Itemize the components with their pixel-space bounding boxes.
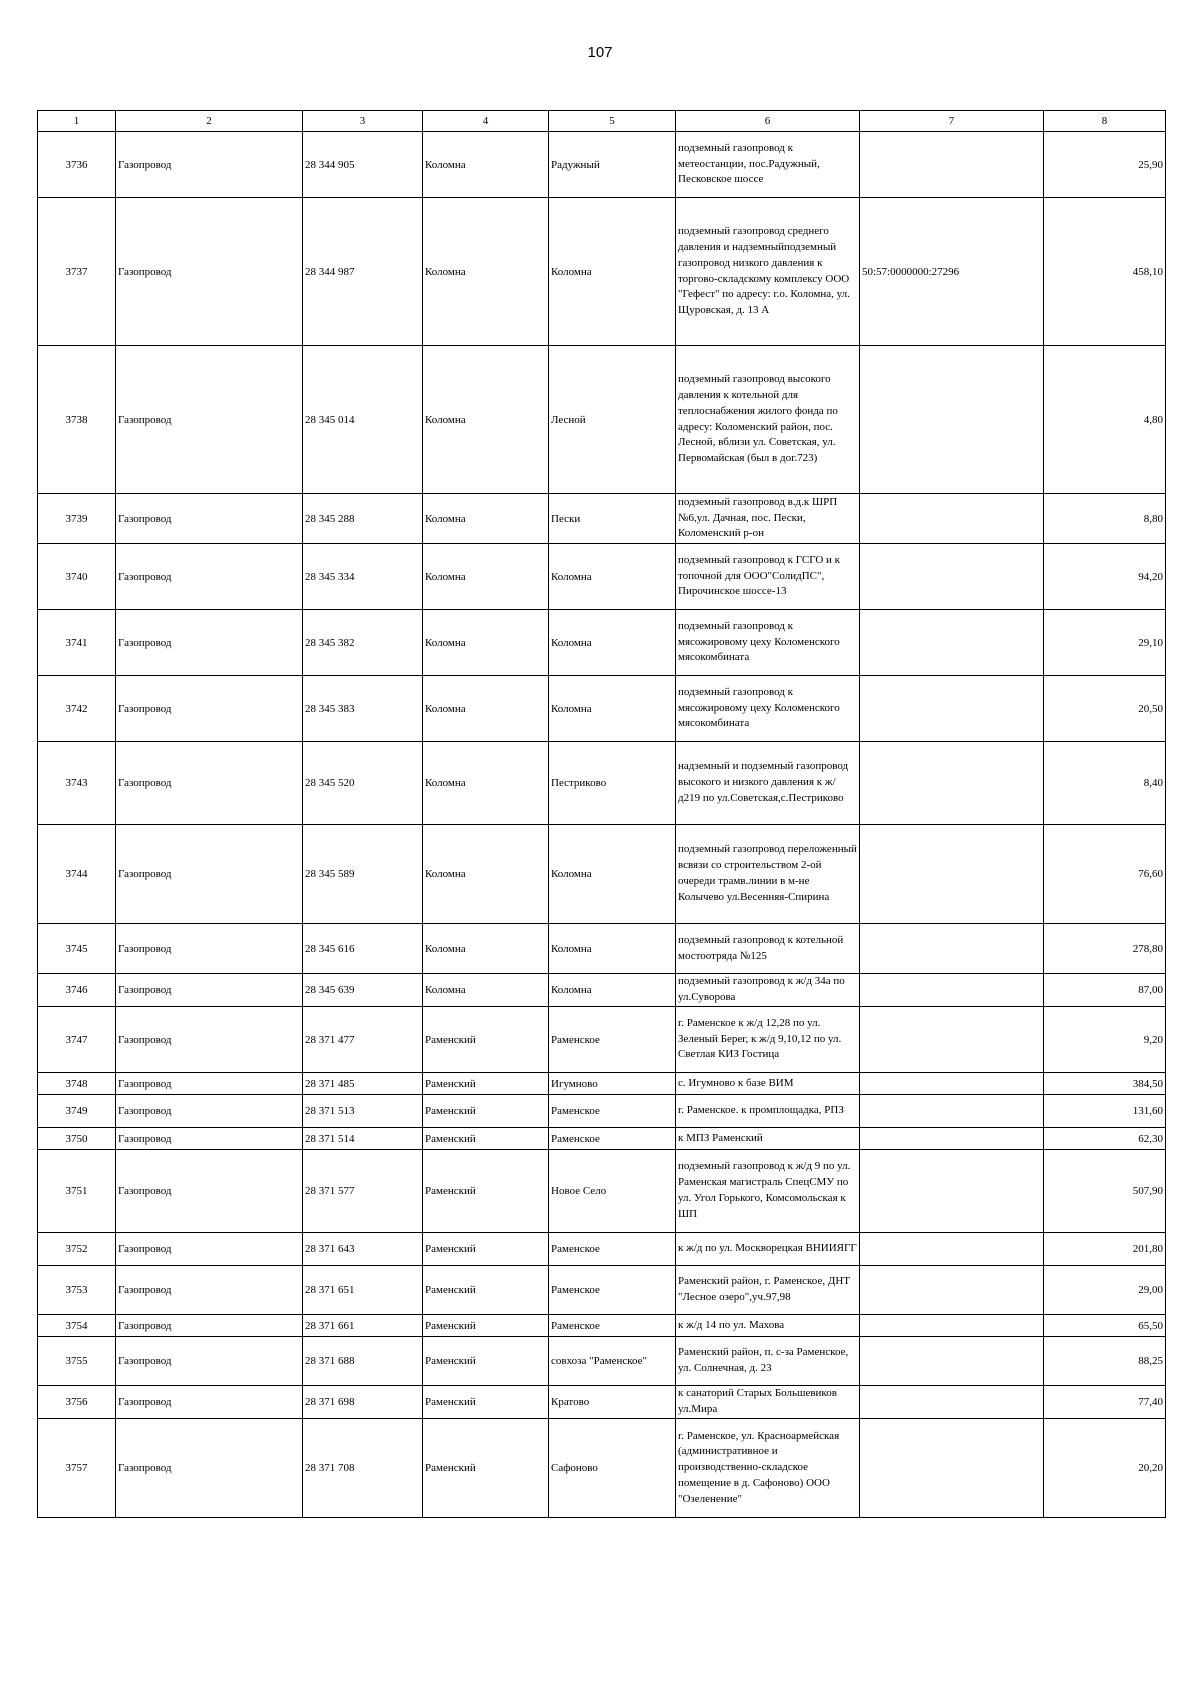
cell-length: 29,10 bbox=[1044, 610, 1166, 676]
cell-locality: Коломна bbox=[549, 676, 676, 742]
cell-object-code: 28 344 905 bbox=[303, 132, 423, 198]
cell-cadastral-number bbox=[860, 1419, 1044, 1518]
cell-locality: Коломна bbox=[549, 198, 676, 346]
cell-cadastral-number bbox=[860, 1337, 1044, 1386]
table-row bbox=[38, 198, 1166, 346]
table-row bbox=[38, 1128, 1166, 1150]
cell-object-type: Газопровод bbox=[116, 742, 303, 825]
table-row bbox=[38, 1007, 1166, 1073]
table-row bbox=[38, 1266, 1166, 1315]
cell-district: Раменский bbox=[423, 1315, 549, 1337]
cell-length: 8,40 bbox=[1044, 742, 1166, 825]
cell-description: г. Раменское, ул. Красноармейская (административное и производственно-складское помещение в д. Сафоново) ООО "Озеленение" bbox=[676, 1419, 860, 1518]
cell-object-code: 28 345 334 bbox=[303, 544, 423, 610]
table-row bbox=[38, 1150, 1166, 1233]
cell-district: Раменский bbox=[423, 1233, 549, 1266]
cell-row-number: 3755 bbox=[38, 1337, 116, 1386]
table-row bbox=[38, 132, 1166, 198]
cell-locality: Кратово bbox=[549, 1386, 676, 1419]
column-header: 6 bbox=[676, 111, 860, 132]
cell-district: Коломна bbox=[423, 742, 549, 825]
cell-locality: Коломна bbox=[549, 924, 676, 974]
cell-object-code: 28 371 661 bbox=[303, 1315, 423, 1337]
cell-object-code: 28 344 987 bbox=[303, 198, 423, 346]
cell-row-number: 3742 bbox=[38, 676, 116, 742]
cell-description: подземный газопровод в.д.к ШРП №6,ул. Дачная, пос. Пески, Коломенский р-он bbox=[676, 494, 860, 544]
cell-district: Раменский bbox=[423, 1419, 549, 1518]
table-row bbox=[38, 742, 1166, 825]
registry-table bbox=[37, 110, 1166, 1518]
cell-length: 278,80 bbox=[1044, 924, 1166, 974]
table-row bbox=[38, 494, 1166, 544]
cell-row-number: 3753 bbox=[38, 1266, 116, 1315]
cell-object-code: 28 345 383 bbox=[303, 676, 423, 742]
table-row bbox=[38, 610, 1166, 676]
cell-object-type: Газопровод bbox=[116, 825, 303, 924]
cell-length: 8,80 bbox=[1044, 494, 1166, 544]
cell-description: подземный газопровод к мясожировому цеху Коломенского мясокомбината bbox=[676, 610, 860, 676]
table-row bbox=[38, 346, 1166, 494]
cell-district: Коломна bbox=[423, 610, 549, 676]
table-row bbox=[38, 1419, 1166, 1518]
cell-cadastral-number bbox=[860, 825, 1044, 924]
cell-row-number: 3741 bbox=[38, 610, 116, 676]
cell-cadastral-number bbox=[860, 1233, 1044, 1266]
cell-object-code: 28 345 589 bbox=[303, 825, 423, 924]
cell-cadastral-number bbox=[860, 132, 1044, 198]
cell-object-type: Газопровод bbox=[116, 198, 303, 346]
column-header: 7 bbox=[860, 111, 1044, 132]
cell-locality: Коломна bbox=[549, 610, 676, 676]
cell-object-code: 28 371 577 bbox=[303, 1150, 423, 1233]
cell-row-number: 3743 bbox=[38, 742, 116, 825]
cell-description: к ж/д по ул. Москворецкая ВНИИЯГГ bbox=[676, 1233, 860, 1266]
cell-length: 4,80 bbox=[1044, 346, 1166, 494]
cell-locality: Раменское bbox=[549, 1128, 676, 1150]
cell-locality: Сафоново bbox=[549, 1419, 676, 1518]
cell-length: 62,30 bbox=[1044, 1128, 1166, 1150]
page-number: 107 bbox=[587, 44, 613, 61]
table-row bbox=[38, 974, 1166, 1007]
cell-description: Раменский район, г. Раменское, ДНТ "Лесное озеро",уч.97,98 bbox=[676, 1266, 860, 1315]
cell-district: Раменский bbox=[423, 1266, 549, 1315]
cell-object-type: Газопровод bbox=[116, 1315, 303, 1337]
cell-object-type: Газопровод bbox=[116, 1150, 303, 1233]
cell-object-type: Газопровод bbox=[116, 1095, 303, 1128]
cell-description: г. Раменское. к промплощадка, РПЗ bbox=[676, 1095, 860, 1128]
cell-row-number: 3744 bbox=[38, 825, 116, 924]
cell-object-code: 28 371 477 bbox=[303, 1007, 423, 1073]
cell-length: 20,20 bbox=[1044, 1419, 1166, 1518]
cell-object-code: 28 345 288 bbox=[303, 494, 423, 544]
cell-object-code: 28 371 485 bbox=[303, 1073, 423, 1095]
column-header: 8 bbox=[1044, 111, 1166, 132]
cell-description: подземный газопровод к метеостанции, пос.Радужный, Песковское шоссе bbox=[676, 132, 860, 198]
cell-length: 458,10 bbox=[1044, 198, 1166, 346]
cell-cadastral-number bbox=[860, 1095, 1044, 1128]
cell-description: г. Раменское к ж/д 12,28 по ул. Зеленый Берег, к ж/д 9,10,12 по ул. Светлая КИЗ Гостица bbox=[676, 1007, 860, 1073]
cell-locality: Пески bbox=[549, 494, 676, 544]
cell-object-type: Газопровод bbox=[116, 1266, 303, 1315]
cell-district: Раменский bbox=[423, 1386, 549, 1419]
table-row bbox=[38, 1315, 1166, 1337]
cell-length: 384,50 bbox=[1044, 1073, 1166, 1095]
cell-length: 88,25 bbox=[1044, 1337, 1166, 1386]
cell-locality: совхоза "Раменское" bbox=[549, 1337, 676, 1386]
cell-district: Коломна bbox=[423, 676, 549, 742]
cell-object-type: Газопровод bbox=[116, 1007, 303, 1073]
column-header: 1 bbox=[38, 111, 116, 132]
cell-district: Коломна bbox=[423, 346, 549, 494]
cell-locality: Радужный bbox=[549, 132, 676, 198]
cell-cadastral-number bbox=[860, 1386, 1044, 1419]
cell-description: подземный газопровод к котельной мостоотряда №125 bbox=[676, 924, 860, 974]
cell-length: 20,50 bbox=[1044, 676, 1166, 742]
cell-description: к санаторий Старых Большевиков ул.Мира bbox=[676, 1386, 860, 1419]
cell-cadastral-number bbox=[860, 1315, 1044, 1337]
cell-district: Коломна bbox=[423, 825, 549, 924]
column-header: 4 bbox=[423, 111, 549, 132]
cell-length: 25,90 bbox=[1044, 132, 1166, 198]
cell-row-number: 3745 bbox=[38, 924, 116, 974]
cell-district: Коломна bbox=[423, 132, 549, 198]
cell-length: 76,60 bbox=[1044, 825, 1166, 924]
cell-object-type: Газопровод bbox=[116, 1128, 303, 1150]
cell-district: Раменский bbox=[423, 1337, 549, 1386]
table-row bbox=[38, 1386, 1166, 1419]
cell-object-code: 28 371 513 bbox=[303, 1095, 423, 1128]
table-row bbox=[38, 1073, 1166, 1095]
cell-district: Коломна bbox=[423, 974, 549, 1007]
cell-cadastral-number bbox=[860, 1266, 1044, 1315]
cell-description: Раменский район, п. с-за Раменское, ул. Солнечная, д. 23 bbox=[676, 1337, 860, 1386]
cell-description: надземный и подземный газопровод высокого и низкого давления к ж/д219 по ул.Советская,с.Пестриково bbox=[676, 742, 860, 825]
cell-length: 94,20 bbox=[1044, 544, 1166, 610]
cell-object-type: Газопровод bbox=[116, 974, 303, 1007]
cell-object-code: 28 371 708 bbox=[303, 1419, 423, 1518]
cell-locality: Раменское bbox=[549, 1315, 676, 1337]
cell-locality: Лесной bbox=[549, 346, 676, 494]
table-row bbox=[38, 1233, 1166, 1266]
cell-object-type: Газопровод bbox=[116, 132, 303, 198]
cell-cadastral-number bbox=[860, 1007, 1044, 1073]
cell-object-code: 28 371 688 bbox=[303, 1337, 423, 1386]
cell-cadastral-number bbox=[860, 924, 1044, 974]
cell-object-type: Газопровод bbox=[116, 1419, 303, 1518]
cell-length: 29,00 bbox=[1044, 1266, 1166, 1315]
column-header: 2 bbox=[116, 111, 303, 132]
cell-row-number: 3740 bbox=[38, 544, 116, 610]
table-row bbox=[38, 924, 1166, 974]
cell-row-number: 3738 bbox=[38, 346, 116, 494]
cell-row-number: 3752 bbox=[38, 1233, 116, 1266]
cell-cadastral-number bbox=[860, 1128, 1044, 1150]
cell-row-number: 3756 bbox=[38, 1386, 116, 1419]
cell-locality: Раменское bbox=[549, 1095, 676, 1128]
cell-object-code: 28 345 639 bbox=[303, 974, 423, 1007]
cell-object-code: 28 345 520 bbox=[303, 742, 423, 825]
cell-object-code: 28 345 382 bbox=[303, 610, 423, 676]
cell-district: Коломна bbox=[423, 198, 549, 346]
cell-cadastral-number bbox=[860, 676, 1044, 742]
cell-length: 507,90 bbox=[1044, 1150, 1166, 1233]
cell-row-number: 3748 bbox=[38, 1073, 116, 1095]
cell-cadastral-number bbox=[860, 610, 1044, 676]
cell-object-type: Газопровод bbox=[116, 1337, 303, 1386]
cell-description: подземный газопровод к ж/д 9 по ул. Раменская магистраль СпецСМУ по ул. Угол Горького, Комсомольская к ШП bbox=[676, 1150, 860, 1233]
cell-object-code: 28 345 616 bbox=[303, 924, 423, 974]
cell-object-type: Газопровод bbox=[116, 544, 303, 610]
cell-object-type: Газопровод bbox=[116, 1233, 303, 1266]
cell-cadastral-number bbox=[860, 974, 1044, 1007]
table-row bbox=[38, 544, 1166, 610]
cell-length: 131,60 bbox=[1044, 1095, 1166, 1128]
cell-row-number: 3737 bbox=[38, 198, 116, 346]
cell-length: 201,80 bbox=[1044, 1233, 1166, 1266]
cell-row-number: 3739 bbox=[38, 494, 116, 544]
cell-description: подземный газопровод к ж/д 34а по ул.Суворова bbox=[676, 974, 860, 1007]
cell-row-number: 3747 bbox=[38, 1007, 116, 1073]
table-row bbox=[38, 825, 1166, 924]
cell-object-code: 28 371 514 bbox=[303, 1128, 423, 1150]
cell-cadastral-number bbox=[860, 1073, 1044, 1095]
cell-district: Раменский bbox=[423, 1128, 549, 1150]
cell-length: 9,20 bbox=[1044, 1007, 1166, 1073]
header-row bbox=[38, 111, 1166, 132]
cell-object-type: Газопровод bbox=[116, 676, 303, 742]
cell-description: подземный газопровод высокого давления к котельной для теплоснабжения жилого фонда по адресу: Коломенский район, пос. Лесной, вблизи ул. Советская, ул. Первомайская (был в дог.723) bbox=[676, 346, 860, 494]
cell-object-type: Газопровод bbox=[116, 1386, 303, 1419]
cell-row-number: 3749 bbox=[38, 1095, 116, 1128]
cell-row-number: 3757 bbox=[38, 1419, 116, 1518]
cell-cadastral-number bbox=[860, 544, 1044, 610]
cell-object-type: Газопровод bbox=[116, 346, 303, 494]
cell-cadastral-number bbox=[860, 346, 1044, 494]
cell-locality: Раменское bbox=[549, 1007, 676, 1073]
cell-object-code: 28 371 643 bbox=[303, 1233, 423, 1266]
cell-locality: Раменское bbox=[549, 1233, 676, 1266]
cell-cadastral-number bbox=[860, 494, 1044, 544]
cell-object-type: Газопровод bbox=[116, 1073, 303, 1095]
cell-locality: Игумново bbox=[549, 1073, 676, 1095]
table-row bbox=[38, 1337, 1166, 1386]
cell-cadastral-number bbox=[860, 742, 1044, 825]
cell-district: Коломна bbox=[423, 924, 549, 974]
cell-object-code: 28 371 698 bbox=[303, 1386, 423, 1419]
cell-district: Раменский bbox=[423, 1095, 549, 1128]
cell-locality: Коломна bbox=[549, 825, 676, 924]
cell-row-number: 3751 bbox=[38, 1150, 116, 1233]
cell-description: с. Игумново к базе ВИМ bbox=[676, 1073, 860, 1095]
cell-row-number: 3750 bbox=[38, 1128, 116, 1150]
cell-description: подземный газопровод переложенный всвязи со строительством 2-ой очереди трамв.линии в м-не Колычево ул.Весенняя-Спирина bbox=[676, 825, 860, 924]
cell-cadastral-number: 50:57:0000000:27296 bbox=[860, 198, 1044, 346]
cell-district: Раменский bbox=[423, 1150, 549, 1233]
cell-object-type: Газопровод bbox=[116, 494, 303, 544]
cell-length: 87,00 bbox=[1044, 974, 1166, 1007]
cell-district: Коломна bbox=[423, 544, 549, 610]
cell-district: Коломна bbox=[423, 494, 549, 544]
cell-object-type: Газопровод bbox=[116, 610, 303, 676]
table-row bbox=[38, 676, 1166, 742]
cell-cadastral-number bbox=[860, 1150, 1044, 1233]
cell-description: подземный газопровод к мясожировому цеху Коломенского мясокомбината bbox=[676, 676, 860, 742]
cell-locality: Пестриково bbox=[549, 742, 676, 825]
cell-description: к ж/д 14 по ул. Махова bbox=[676, 1315, 860, 1337]
cell-locality: Раменское bbox=[549, 1266, 676, 1315]
cell-locality: Коломна bbox=[549, 544, 676, 610]
cell-locality: Новое Село bbox=[549, 1150, 676, 1233]
cell-description: к МПЗ Раменский bbox=[676, 1128, 860, 1150]
cell-row-number: 3754 bbox=[38, 1315, 116, 1337]
cell-district: Раменский bbox=[423, 1073, 549, 1095]
cell-length: 65,50 bbox=[1044, 1315, 1166, 1337]
cell-description: подземный газопровод среднего давления и надземныйподземный газопровод низкого давления к торгово-складскому комплексу ООО "Гефест" по адресу: г.о. Коломна, ул. Щуровская, д. 13 А bbox=[676, 198, 860, 346]
cell-row-number: 3746 bbox=[38, 974, 116, 1007]
cell-locality: Коломна bbox=[549, 974, 676, 1007]
cell-object-type: Газопровод bbox=[116, 924, 303, 974]
cell-object-code: 28 371 651 bbox=[303, 1266, 423, 1315]
column-header: 5 bbox=[549, 111, 676, 132]
cell-length: 77,40 bbox=[1044, 1386, 1166, 1419]
column-header: 3 bbox=[303, 111, 423, 132]
table-row bbox=[38, 1095, 1166, 1128]
cell-district: Раменский bbox=[423, 1007, 549, 1073]
cell-object-code: 28 345 014 bbox=[303, 346, 423, 494]
cell-description: подземный газопровод к ГСГО и к топочной для ООО"СолидПС", Пирочинское шоссе-13 bbox=[676, 544, 860, 610]
cell-row-number: 3736 bbox=[38, 132, 116, 198]
